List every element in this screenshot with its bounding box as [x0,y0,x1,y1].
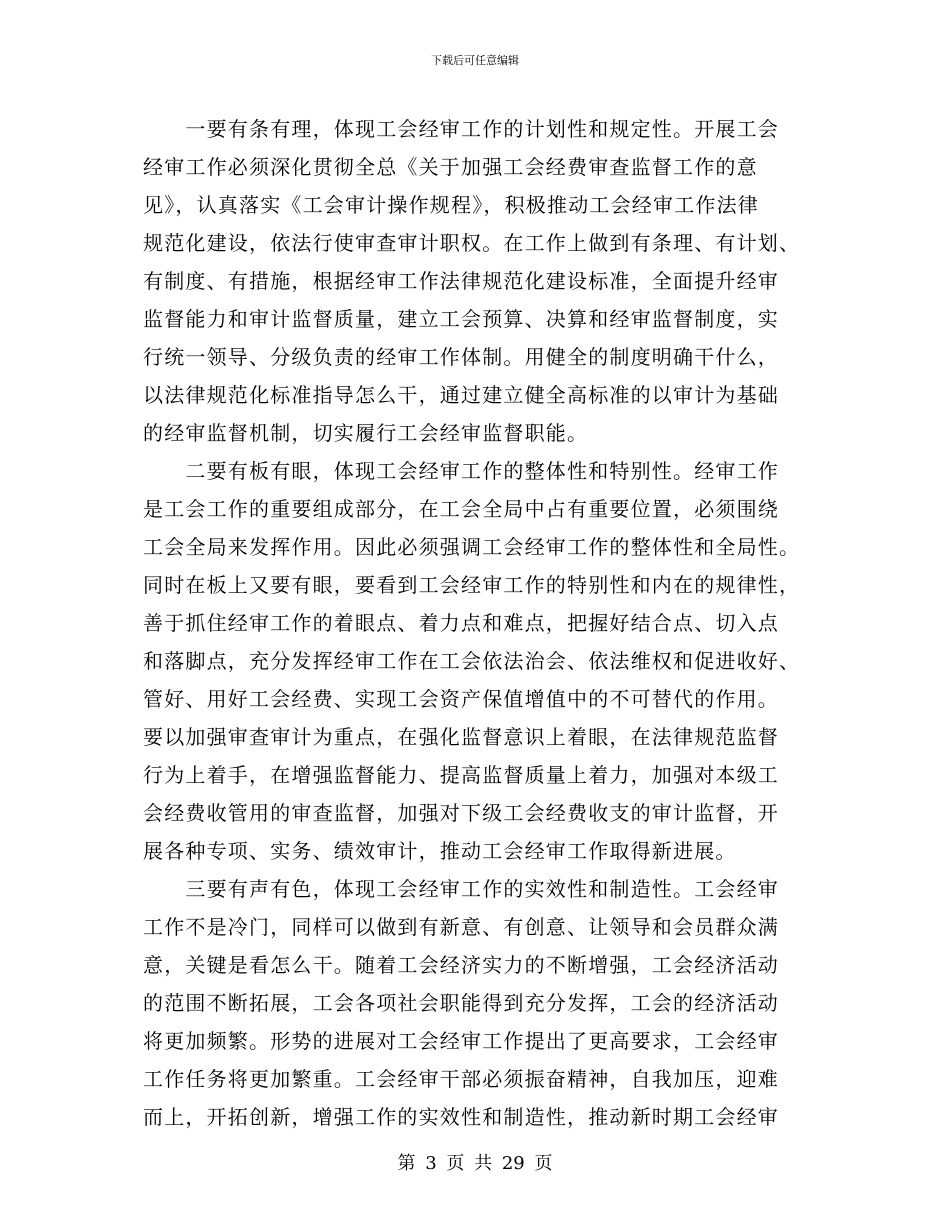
text-line: 工作不是冷门，同样可以做到有新意、有创意、让领导和会员群众满 [143,915,779,939]
text-line: 二要有板有眼，体现工会经审工作的整体性和特别性。经审工作 [143,459,779,483]
page-number-footer: 第 3 页 共 29 页 [397,1153,553,1174]
text-line: 以法律规范化标准指导怎么干，通过建立健全高标准的以审计为基础 [143,383,779,407]
text-line: 展各种专项、实务、绩效审计，推动工会经审工作取得新进展。 [143,839,737,863]
text-line: 监督能力和审计监督质量，建立工会预算、决算和经审监督制度，实 [143,307,779,331]
text-line: 一要有条有理，体现工会经审工作的计划性和规定性。开展工会 [143,117,779,141]
text-line: 工作任务将更加繁重。工会经审干部必须振奋精神，自我加压，迎难 [143,1067,779,1091]
text-line: 同时在板上又要有眼，要看到工会经审工作的特别性和内在的规律性， [143,573,801,597]
text-line: 将更加频繁。形势的进展对工会经审工作提出了更高要求，工会经审 [143,1029,779,1053]
text-line: 管好、用好工会经费、实现工会资产保值增值中的不可替代的作用。 [143,687,779,711]
text-line: 行为上着手，在增强监督能力、提高监督质量上着力，加强对本级工 [143,763,779,787]
text-line: 而上，开拓创新，增强工作的实效性和制造性，推动新时期工会经审 [143,1105,779,1129]
text-line: 的范围不断拓展，工会各项社会职能得到充分发挥，工会的经济活动 [143,991,779,1015]
text-line: 的经审监督机制，切实履行工会经审监督职能。 [143,421,589,445]
paragraph-1 [143,110,808,452]
text-line: 有制度、有措施，根据经审工作法律规范化建设标准，全面提升经审 [143,269,779,293]
text-line: 和落脚点，充分发挥经审工作在工会依法治会、依法维权和促进收好、 [143,649,801,673]
page-header: 下载后可任意编辑 [431,54,519,67]
text-line: 要以加强审查审计为重点，在强化监督意识上着眼，在法律规范监督 [143,725,779,749]
text-line: 经审工作必须深化贯彻全总《关于加强工会经费审查监督工作的意 [143,155,758,179]
text-line: 规范化建设，依法行使审查审计职权。在工作上做到有条理、有计划、 [143,231,801,255]
paragraph-3 [143,870,808,1136]
text-line: 善于抓住经审工作的着眼点、着力点和难点，把握好结合点、切入点 [143,611,779,635]
text-line: 工会全局来发挥作用。因此必须强调工会经审工作的整体性和全局性。 [143,535,801,559]
paragraph-2 [143,452,808,870]
text-line: 会经费收管用的审查监督，加强对下级工会经费收支的审计监督，开 [143,801,779,825]
text-line: 三要有声有色，体现工会经审工作的实效性和制造性。工会经审 [143,877,779,901]
text-line: 见》，认真落实《工会审计操作规程》，积极推动工会经审工作法律 [143,193,759,217]
text-line: 行统一领导、分级负责的经审工作体制。用健全的制度明确干什么， [143,345,779,369]
document-body [143,110,808,1136]
text-line: 意，关键是看怎么干。随着工会经济实力的不断增强，工会经济活动 [143,953,779,977]
text-line: 是工会工作的重要组成部分，在工会全局中占有重要位置，必须围绕 [143,497,779,521]
